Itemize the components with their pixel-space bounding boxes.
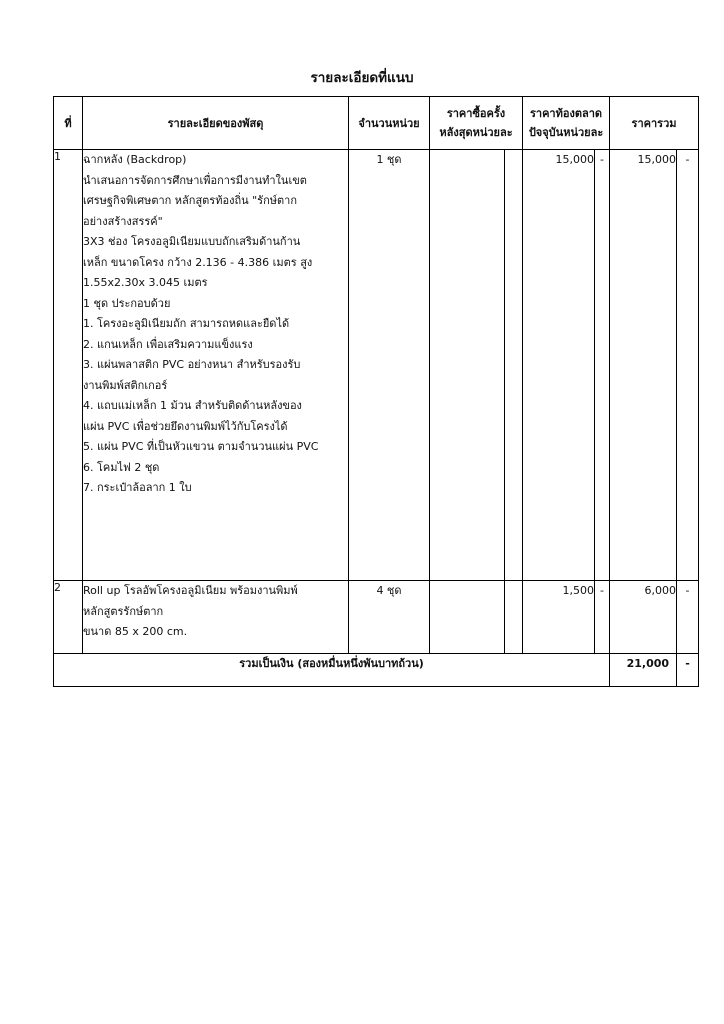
header-total: ราคารวม <box>610 97 699 150</box>
table-row <box>54 150 699 581</box>
row-total-satang: - <box>677 581 699 654</box>
row-market-price: 15,000 <box>523 150 595 581</box>
header-last-purchase: ราคาซื้อครั้ง หลังสุดหน่วยละ <box>430 97 523 150</box>
row-number: 1 <box>54 150 83 581</box>
row-last-purchase-satang <box>505 581 523 654</box>
header-detail: รายละเอียดของพัสดุ <box>83 97 349 150</box>
summary-row <box>54 654 699 687</box>
row-last-purchase-price <box>430 581 505 654</box>
row-market-price-satang: - <box>595 150 610 581</box>
row-total-satang: - <box>677 150 699 581</box>
row-quantity: 1 ชุด <box>349 150 430 581</box>
header-row <box>54 97 699 150</box>
header-market-price: ราคาท้องตลาด ปัจจุบันหน่วยละ <box>523 97 610 150</box>
row-description: ฉากหลัง (Backdrop) นำเสนอการจัดการศึกษาเพื่อการมีงานทำในเขต เศรษฐกิจพิเศษตาก หลักสูตรท้องถิ่น "รักษ์ตาก อย่างสร้างสรรค์" 3X3 ช่อง โครงอลูมิเนียมแบบถักเสริมด้านก้าน เหล็ก ขนาดโครง กว้าง 2.136 - 4.386 เมตร สูง 1.55x2.30x 3.045 เมตร 1 ชุด ประกอบด้วย 1. โครงอะลูมิเนียมถัก สามารถหดและยืดได้ 2. แกนเหล็ก เพื่อเสริมความแข็งแรง 3. แผ่นพลาสติก PVC อย่างหนา สำหรับรองรับ งานพิมพ์สติกเกอร์ 4. แถบแม่เหล็ก 1 ม้วน สำหรับติดด้านหลังของ แผ่น PVC เพื่อช่วยยึดงานพิมพ์ไว้กับโครงได้ 5. แผ่น PVC ที่เป็นหัวแขวน ตามจำนวนแผ่น PVC 6. โคมไฟ 2 ชุด 7. กระเป๋าล้อลาก 1 ใบ <box>83 150 349 581</box>
header-no: ที่ <box>54 97 83 150</box>
summary-total: 21,000 <box>610 654 677 687</box>
row-number: 2 <box>54 581 83 654</box>
items-table <box>53 96 699 687</box>
row-last-purchase-satang <box>505 150 523 581</box>
row-total: 15,000 <box>610 150 677 581</box>
page-title: รายละเอียดที่แนบ <box>310 70 414 86</box>
row-last-purchase-price <box>430 150 505 581</box>
row-quantity: 4 ชุด <box>349 581 430 654</box>
summary-total-satang: - <box>677 654 699 687</box>
row-market-price: 1,500 <box>523 581 595 654</box>
summary-label: รวมเป็นเงิน (สองหมื่นหนึ่งพันบาทถ้วน) <box>54 654 610 687</box>
row-market-price-satang: - <box>595 581 610 654</box>
header-quantity: จำนวนหน่วย <box>349 97 430 150</box>
row-total: 6,000 <box>610 581 677 654</box>
row-description: Roll up โรลอัพโครงอลูมิเนียม พร้อมงานพิมพ์ หลักสูตรรักษ์ตาก ขนาด 85 x 200 cm. <box>83 581 349 654</box>
table-row <box>54 581 699 654</box>
